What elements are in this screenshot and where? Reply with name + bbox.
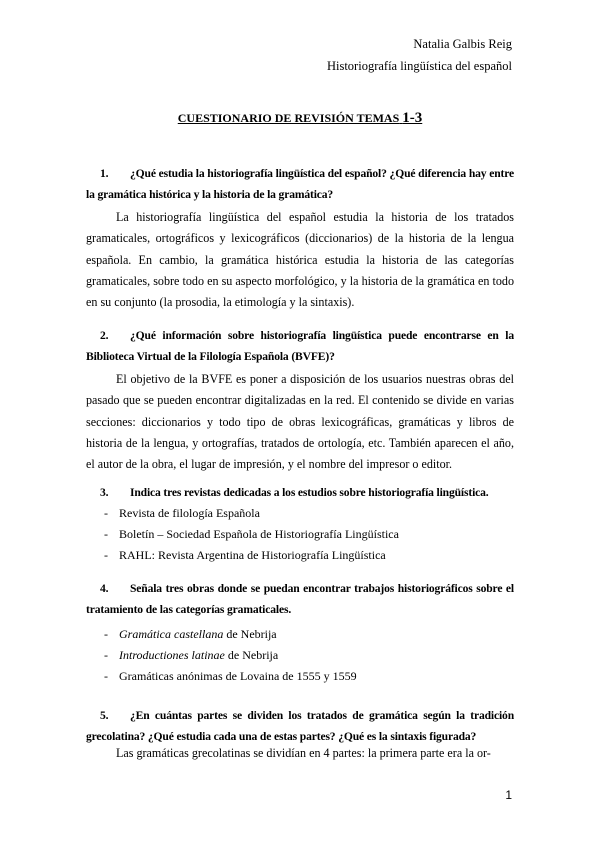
- question-2-number: 2.: [100, 329, 109, 342]
- title-text: CUESTIONARIO DE REVISIÓN TEMAS: [177, 111, 400, 125]
- bullet-dash: -: [104, 527, 108, 541]
- list-item: [86, 503, 399, 524]
- question-1-text: ¿Qué estudia la historiografía lingüística del español? ¿Qué diferencia hay entre la gramática histórica y la historia de la gramática?: [86, 167, 514, 201]
- bullet-dash: -: [104, 627, 108, 641]
- question-1-number: 1.: [100, 167, 109, 180]
- answer-5: [86, 743, 514, 764]
- header-author: Natalia Galbis Reig: [413, 37, 512, 51]
- question-1: [86, 164, 514, 205]
- answer-1: [86, 207, 514, 313]
- question-4-text: Señala tres obras donde se puedan encontrar trabajos historiográficos sobre el tratamiento de las categorías gramaticales.: [86, 582, 514, 616]
- list-item-text: Revista de filología Española: [119, 506, 260, 520]
- question-4: [86, 579, 514, 620]
- question-3-text: Indica tres revistas dedicadas a los estudios sobre historiografía lingüística.: [130, 486, 489, 499]
- list-item: [86, 524, 399, 545]
- bullet-dash: -: [104, 548, 108, 562]
- work-title: Gramática castellana: [119, 627, 224, 641]
- list-item: [86, 545, 399, 566]
- question-2: [86, 326, 514, 367]
- list-item-text: Boletín – Sociedad Española de Historiografía Lingüística: [119, 527, 399, 541]
- list-item: [86, 645, 357, 666]
- answer-5-text: Las gramáticas grecolatinas se dividían en 4 partes: la primera parte era la or-: [116, 746, 491, 760]
- bullet-dash: -: [104, 506, 108, 520]
- answer-1-text: La historiografía lingüística del español estudia la historia de los tratados gramaticales, ortográficos y lexicográficos (diccionarios) de la historia de la lengua española. En cambio, la gramática histórica estudia la historia de las categorías gramaticales, sobre todo en su aspecto morfológico, y la historia de la gramática en todo en su conjunto (la prosodia, la etimología y la sintaxis).: [86, 210, 514, 310]
- question-5: [86, 706, 514, 747]
- work-author: de Nebrija: [224, 648, 279, 662]
- list-item: [86, 666, 357, 687]
- question-2-text: ¿Qué información sobre historiografía lingüística puede encontrarse en la Biblioteca Virtual de la Filología Española (BVFE)?: [86, 329, 514, 363]
- work-author: Gramáticas anónimas de Lovaina de 1555 y 1559: [119, 669, 357, 683]
- header-course: Historiografía lingüística del español: [326, 59, 512, 73]
- bullet-dash: -: [104, 669, 108, 683]
- question-4-number: 4.: [100, 582, 109, 595]
- work-author: de Nebrija: [223, 627, 277, 641]
- question-4-list: [86, 624, 357, 687]
- question-3-number: 3.: [100, 486, 109, 499]
- question-3: [86, 483, 514, 504]
- list-item: [86, 624, 357, 645]
- page-number: 1: [505, 788, 512, 802]
- work-title: Introductiones latinae: [119, 648, 225, 662]
- question-5-text: ¿En cuántas partes se dividen los tratados de gramática según la tradición grecolatina? ¿Qué estudia cada una de estas partes? ¿Qué es la sintaxis figurada?: [86, 709, 514, 743]
- title-range: 1-3: [402, 110, 423, 126]
- answer-2: [86, 369, 514, 475]
- question-5-number: 5.: [100, 709, 109, 722]
- page-title: [0, 110, 600, 127]
- list-item-text: RAHL: Revista Argentina de Historiografía Lingüística: [119, 548, 386, 562]
- bullet-dash: -: [104, 648, 108, 662]
- question-3-list: [86, 503, 399, 566]
- answer-2-text: El objetivo de la BVFE es poner a disposición de los usuarios nuestras obras del pasado que se pueden encontrar digitalizadas en la red. El contenido se divide en varias secciones: diccionarios y todo tipo de obras lexicográficas, gramáticas y libros de historia de la lengua, y ortografías, tratados de ortología, etc. También aparecen el año, el autor de la obra, el lugar de impresión, y el nombre del impresor o editor.: [86, 372, 514, 472]
